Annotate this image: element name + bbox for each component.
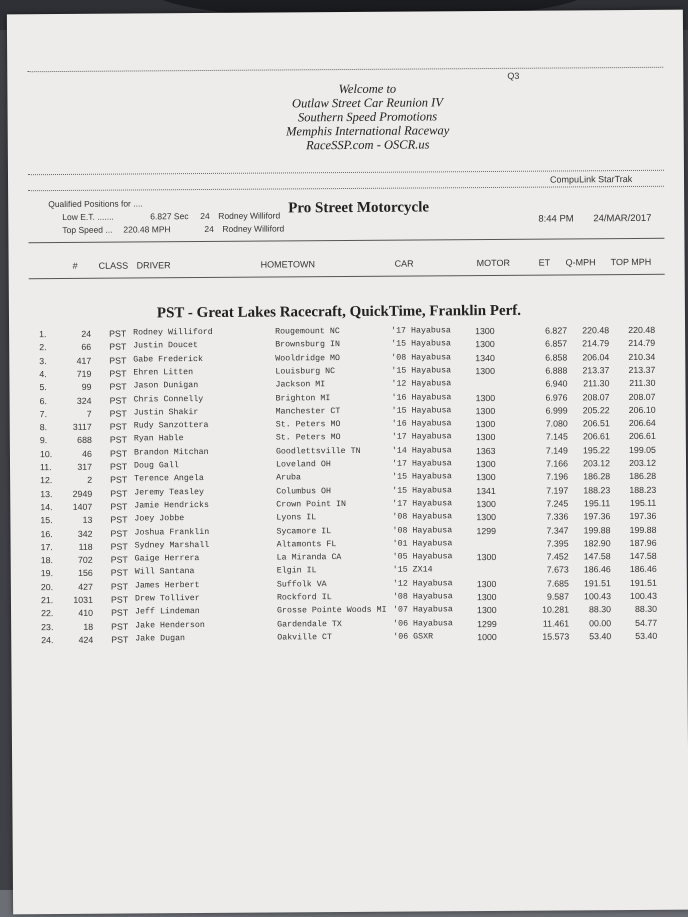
cell-car: '08 Hayabusa — [391, 352, 452, 363]
top-speed-driver: Rodney Williford — [222, 223, 285, 234]
cell-hometown: Manchester CT — [275, 406, 341, 417]
col-header-class: CLASS — [98, 260, 129, 271]
cell-top: 53.40 — [635, 630, 658, 641]
cell-pos: 17. — [40, 541, 53, 552]
cell-car: '15 Hayabusa — [391, 406, 452, 416]
cell-top: 213.37 — [628, 364, 656, 375]
cell-pos: 5. — [39, 382, 47, 393]
cell-et: 6.858 — [545, 352, 568, 363]
cell-num: 427 — [78, 581, 93, 592]
cell-car: '15 Hayabusa — [391, 339, 451, 349]
event-title: Outlaw Street Car Reunion IV — [291, 95, 443, 111]
report-date: 24/MAR/2017 — [593, 212, 652, 225]
cell-pos: 23. — [41, 621, 54, 632]
cell-pos: 20. — [40, 581, 54, 592]
divider-top — [27, 67, 663, 72]
cell-driver: Jake Dugan — [135, 634, 186, 644]
cell-qmph: 206.51 — [582, 418, 610, 429]
cell-car: '17 Hayabusa — [391, 326, 451, 336]
cell-hometown: Rockford IL — [276, 593, 332, 603]
event-class-title: Pro Street Motorcycle — [288, 199, 430, 217]
cell-cls: PST — [109, 434, 127, 446]
cell-num: 2949 — [72, 488, 93, 499]
cell-et: 7.080 — [545, 418, 568, 429]
cell-cls: PST — [109, 355, 127, 366]
cell-cls: PST — [111, 634, 129, 645]
cell-pos: 7. — [39, 408, 48, 419]
cell-qmph: 203.12 — [583, 458, 611, 469]
cell-driver: Rudy Sanzottera — [133, 421, 209, 431]
cell-qmph: 208.07 — [582, 391, 610, 402]
cell-num: 317 — [77, 461, 93, 472]
cell-num: 99 — [81, 381, 92, 393]
cell-motor: 1300 — [475, 325, 495, 337]
cell-num: 1031 — [73, 594, 93, 605]
cell-et: 10.281 — [542, 604, 570, 615]
cell-car: '15 Hayabusa — [392, 485, 452, 496]
cell-pos: 2. — [39, 342, 47, 353]
cell-motor: 1300 — [475, 419, 496, 430]
cell-qmph: 191.51 — [583, 577, 611, 589]
cell-hometown: St. Peters MO — [275, 433, 341, 443]
cell-hometown: St. Peters MO — [275, 420, 341, 430]
cell-car: '15 ZX14 — [392, 565, 433, 576]
cell-driver: Justin Shakir — [133, 407, 199, 418]
cell-num: 324 — [76, 395, 92, 406]
cell-cls: PST — [111, 621, 129, 632]
cell-pos: 9. — [39, 435, 48, 446]
cell-num: 1407 — [72, 501, 93, 512]
cell-pos: 16. — [40, 528, 53, 539]
cell-et: 6.940 — [545, 378, 568, 389]
cell-motor: 1300 — [475, 365, 495, 376]
cell-car: '15 Hayabusa — [392, 472, 452, 482]
cell-hometown: Altamonts FL — [276, 539, 337, 550]
cell-hometown: La Miranda CA — [276, 553, 342, 563]
cell-top: 188.23 — [629, 484, 657, 495]
cell-driver: Terence Angela — [134, 474, 204, 484]
cell-top: 199.88 — [629, 524, 657, 535]
cell-pos: 6. — [39, 395, 47, 406]
low-et-label: Low E.T. ....... — [62, 211, 114, 222]
cell-cls: PST — [109, 328, 127, 339]
cell-driver: Jamie Hendricks — [134, 500, 210, 511]
cell-top: 197.36 — [629, 511, 657, 522]
cell-et: 7.197 — [546, 485, 569, 496]
cell-pos: 19. — [40, 568, 54, 579]
cell-et: 7.149 — [545, 445, 568, 456]
cell-driver: Jason Dunigan — [133, 381, 199, 391]
cell-pos: 13. — [40, 488, 53, 499]
cell-num: 66 — [81, 342, 92, 353]
class-heading: PST - Great Lakes Racecraft, QuickTime, Franklin Perf. — [156, 302, 522, 322]
cell-et: 7.145 — [545, 431, 568, 443]
cell-motor: 1300 — [476, 591, 497, 603]
cell-num: 424 — [78, 634, 94, 645]
cell-hometown: Suffolk VA — [276, 579, 327, 590]
cell-top: 206.61 — [628, 431, 656, 442]
cell-cls: PST — [110, 554, 128, 565]
cell-et: 7.452 — [546, 551, 569, 562]
cell-cls: PST — [110, 528, 128, 539]
cell-top: 186.46 — [629, 564, 657, 575]
cell-top: 208.07 — [628, 391, 656, 402]
cell-top: 191.51 — [629, 577, 657, 588]
cell-top: 203.12 — [629, 457, 657, 469]
cell-et: 6.999 — [545, 405, 568, 416]
cell-pos: 22. — [41, 608, 54, 619]
cell-hometown: Lyons IL — [276, 513, 317, 523]
cell-qmph: 214.79 — [582, 338, 610, 349]
cell-cls: PST — [110, 541, 128, 552]
cell-driver: Gaige Herrera — [134, 554, 200, 564]
cell-car: '16 Hayabusa — [391, 392, 452, 403]
cell-motor: 1300 — [476, 552, 497, 563]
cell-driver: Joshua Franklin — [134, 527, 210, 537]
cell-cls: PST — [111, 607, 129, 618]
cell-et: 7.166 — [545, 458, 569, 469]
cell-motor: 1363 — [475, 445, 496, 456]
cell-et: 7.196 — [546, 471, 569, 482]
cell-motor: 1300 — [475, 392, 496, 403]
cell-hometown: Rougemount NC — [275, 327, 340, 337]
cell-num: 688 — [77, 435, 92, 446]
cell-cls: PST — [110, 488, 128, 499]
cell-pos: 18. — [40, 555, 53, 566]
cell-qmph: 100.43 — [584, 591, 611, 602]
qualified-title: Qualified Positions for .... — [48, 198, 143, 210]
cell-car: '16 Hayabusa — [391, 419, 452, 429]
cell-qmph: 182.90 — [583, 537, 611, 549]
cell-et: 6.827 — [545, 325, 568, 336]
cell-top: 206.64 — [628, 417, 656, 429]
cell-qmph: 195.11 — [583, 498, 611, 509]
cell-motor: 1299 — [476, 525, 497, 536]
cell-hometown: Oakville CT — [277, 633, 333, 643]
cell-num: 410 — [78, 608, 94, 619]
cell-et: 7.347 — [546, 524, 569, 536]
cell-driver: Doug Gall — [133, 461, 179, 471]
top-speed-value: 220.48 MPH — [123, 224, 171, 235]
cell-num: 46 — [82, 448, 92, 459]
cell-num: 417 — [76, 355, 92, 366]
cell-hometown: Loveland OH — [275, 460, 331, 470]
col-header-hometown: HOMETOWN — [260, 259, 315, 270]
cell-et: 9.587 — [546, 591, 569, 602]
top-speed-car: 24 — [204, 223, 214, 234]
cell-hometown: Sycamore IL — [276, 526, 332, 537]
cell-et: 6.888 — [545, 365, 568, 376]
cell-cls: PST — [109, 395, 127, 406]
cell-hometown: Goodlettsville TN — [275, 446, 361, 457]
cell-num: 7 — [86, 408, 92, 419]
cell-motor: 1300 — [476, 512, 497, 523]
cell-cls: PST — [110, 514, 128, 525]
col-header-num: # — [72, 260, 78, 271]
cell-car: '08 Hayabusa — [392, 525, 453, 536]
cell-top: 187.96 — [629, 537, 657, 548]
cell-num: 156 — [78, 568, 93, 579]
session-label: Q3 — [507, 70, 520, 81]
cell-driver: Jeff Lindeman — [135, 607, 200, 617]
cell-et: 7.395 — [546, 538, 569, 549]
event-welcome — [247, 81, 487, 153]
cell-driver: Jeremy Teasley — [134, 487, 204, 498]
divider-qualified — [28, 186, 664, 191]
cell-qmph: 186.46 — [583, 564, 611, 575]
cell-top: 199.05 — [628, 444, 656, 455]
cell-qmph: 186.28 — [583, 471, 611, 482]
cell-qmph: 213.37 — [582, 365, 610, 376]
col-header-topmph: TOP MPH — [610, 256, 652, 268]
low-et-car: 24 — [200, 210, 210, 222]
cell-hometown: Crown Point IN — [276, 499, 347, 510]
cell-cls: PST — [109, 368, 127, 379]
cell-pos: 8. — [39, 422, 48, 433]
cell-top: 147.58 — [629, 550, 657, 562]
results-sheet — [7, 10, 688, 915]
cell-car: '17 Hayabusa — [391, 432, 452, 443]
cell-qmph: 205.22 — [582, 404, 610, 416]
venue: Memphis International Raceway — [286, 123, 450, 139]
cell-et: 6.857 — [545, 338, 568, 349]
col-header-et: ET — [538, 257, 551, 268]
cell-pos: 3. — [39, 355, 47, 366]
cell-pos: 24. — [41, 634, 54, 646]
cell-hometown: Gardendale TX — [277, 619, 342, 630]
cell-qmph: 197.36 — [583, 511, 611, 522]
cell-pos: 12. — [40, 475, 53, 486]
cell-car: '12 Hayabusa — [392, 578, 453, 589]
low-et-driver: Rodney Williford — [218, 210, 281, 221]
promoter: Southern Speed Promotions — [297, 109, 438, 125]
cell-num: 719 — [76, 368, 92, 379]
cell-motor: 1000 — [477, 631, 497, 642]
divider-header-top — [28, 238, 664, 243]
cell-hometown: Louisburg NC — [275, 366, 336, 377]
cell-qmph: 199.88 — [583, 524, 611, 535]
cell-car: '01 Hayabusa — [392, 539, 453, 549]
cell-cls: PST — [110, 567, 128, 579]
cell-top: 88.30 — [634, 604, 658, 615]
cell-car: '17 Hayabusa — [391, 459, 452, 469]
divider-header-bottom — [29, 274, 665, 279]
cell-cls: PST — [109, 341, 127, 352]
cell-cls: PST — [109, 461, 128, 472]
cell-motor: 1300 — [477, 605, 497, 616]
top-speed-label: Top Speed ... — [62, 224, 113, 235]
cell-top: 54.77 — [635, 617, 658, 628]
cell-pos: 21. — [40, 595, 54, 606]
cell-num: 24 — [81, 328, 92, 339]
cell-num: 702 — [77, 554, 93, 565]
cell-et: 15.573 — [542, 631, 570, 642]
cell-driver: Sydney Marshall — [134, 540, 210, 551]
cell-cls: PST — [109, 448, 128, 459]
cell-car: '15 Hayabusa — [391, 366, 452, 376]
cell-cls: PST — [110, 474, 128, 485]
cell-pos: 4. — [39, 368, 47, 380]
cell-car: '08 Hayabusa — [392, 512, 453, 522]
cell-driver: Chris Connelly — [133, 394, 204, 404]
cell-qmph: 88.30 — [588, 604, 612, 615]
cell-qmph: 206.04 — [582, 351, 610, 362]
cell-hometown: Elgin IL — [276, 566, 317, 576]
col-header-car: CAR — [394, 258, 414, 269]
cell-driver: James Herbert — [134, 580, 200, 591]
cell-et: 7.673 — [546, 564, 569, 576]
cell-car: '06 Hayabusa — [393, 618, 453, 629]
cell-cls: PST — [109, 381, 127, 392]
cell-driver: Drew Tolliver — [134, 594, 200, 604]
software-label: CompuLink StarTrak — [549, 174, 633, 185]
cell-driver: Ehren Litten — [133, 367, 194, 378]
cell-car: '12 Hayabusa — [391, 379, 452, 389]
cell-motor: 1300 — [475, 405, 496, 416]
cell-driver: Joey Jobbe — [134, 514, 185, 524]
cell-driver: Rodney Williford — [133, 327, 213, 338]
cell-qmph: 188.23 — [583, 484, 611, 495]
cell-num: 18 — [83, 621, 94, 632]
cell-motor: 1340 — [475, 352, 495, 363]
cell-et: 7.245 — [546, 498, 569, 509]
cell-top: 210.34 — [628, 351, 656, 362]
cell-hometown: Brownsburg IN — [275, 340, 340, 350]
cell-cls: PST — [109, 408, 127, 419]
cell-top: 206.10 — [628, 404, 656, 415]
cell-driver: Gabe Frederick — [133, 354, 204, 365]
low-et-value: 6.827 Sec — [150, 211, 189, 222]
cell-driver: Ryan Hable — [133, 434, 184, 444]
cell-top: 100.43 — [630, 590, 657, 602]
cell-cls: PST — [110, 594, 129, 605]
cell-qmph: 220.48 — [582, 325, 610, 336]
cell-qmph: 00.00 — [589, 617, 612, 628]
cell-motor: 1299 — [477, 618, 497, 629]
cell-et: 7.336 — [546, 511, 569, 522]
cell-motor: 1300 — [476, 472, 496, 483]
cell-cls: PST — [110, 501, 128, 512]
cell-motor: 1300 — [476, 578, 497, 589]
cell-qmph: 211.30 — [583, 378, 610, 389]
cell-et: 6.976 — [545, 391, 568, 403]
cell-hometown: Grosse Pointe Woods MI — [277, 606, 387, 616]
cell-hometown: Brighton MI — [275, 393, 331, 404]
cell-num: 2 — [87, 475, 93, 486]
cell-car: '17 Hayabusa — [392, 499, 453, 509]
cell-qmph: 195.22 — [582, 444, 610, 456]
cell-car: '14 Hayabusa — [391, 445, 452, 456]
cell-car: '08 Hayabusa — [392, 592, 453, 602]
cell-cls: PST — [110, 581, 129, 592]
col-header-qmph: Q-MPH — [565, 257, 596, 268]
cell-driver: Brandon Mitchan — [133, 447, 209, 458]
cell-cls: PST — [109, 421, 127, 432]
cell-qmph: 53.40 — [589, 631, 612, 642]
cell-hometown: Aruba — [276, 473, 302, 483]
cell-top: 214.79 — [628, 338, 656, 349]
col-header-driver: DRIVER — [136, 260, 171, 271]
cell-top: 211.30 — [629, 378, 656, 389]
cell-motor: 1300 — [475, 339, 495, 350]
report-time: 8:44 PM — [538, 213, 574, 225]
cell-top: 220.48 — [628, 324, 656, 336]
cell-motor: 1341 — [476, 485, 496, 496]
cell-pos: 14. — [40, 501, 53, 513]
cell-car: '06 GSXR — [393, 632, 434, 642]
cell-hometown: Wooldridge MO — [275, 353, 341, 364]
cell-et: 7.685 — [546, 578, 569, 589]
cell-driver: Will Santana — [134, 567, 195, 577]
cell-qmph: 147.58 — [583, 551, 611, 562]
cell-num: 118 — [78, 541, 93, 552]
cell-motor: 1300 — [475, 458, 496, 470]
cell-pos: 11. — [39, 462, 52, 473]
cell-motor: 1300 — [475, 432, 496, 443]
cell-car: '07 Hayabusa — [393, 605, 453, 615]
cell-driver: Justin Doucet — [133, 341, 198, 351]
cell-pos: 10. — [39, 448, 53, 459]
cell-hometown: Columbus OH — [276, 486, 332, 497]
cell-car: '05 Hayabusa — [392, 552, 453, 562]
cell-motor: 1300 — [476, 498, 496, 509]
cell-hometown: Jackson MI — [275, 380, 326, 390]
cell-num: 342 — [77, 528, 93, 539]
cell-et: 11.461 — [542, 618, 570, 629]
cell-pos: 15. — [40, 515, 53, 526]
website: RaceSSP.com - OSCR.us — [306, 137, 430, 153]
welcome-line: Welcome to — [338, 81, 397, 97]
cell-num: 3117 — [72, 421, 92, 433]
cell-num: 13 — [82, 514, 93, 526]
col-header-motor: MOTOR — [476, 257, 510, 269]
cell-top: 195.11 — [629, 497, 657, 508]
cell-driver: Jake Henderson — [135, 620, 205, 631]
cell-qmph: 206.61 — [582, 431, 610, 442]
cell-pos: 1. — [39, 329, 47, 340]
cell-top: 186.28 — [629, 471, 657, 482]
